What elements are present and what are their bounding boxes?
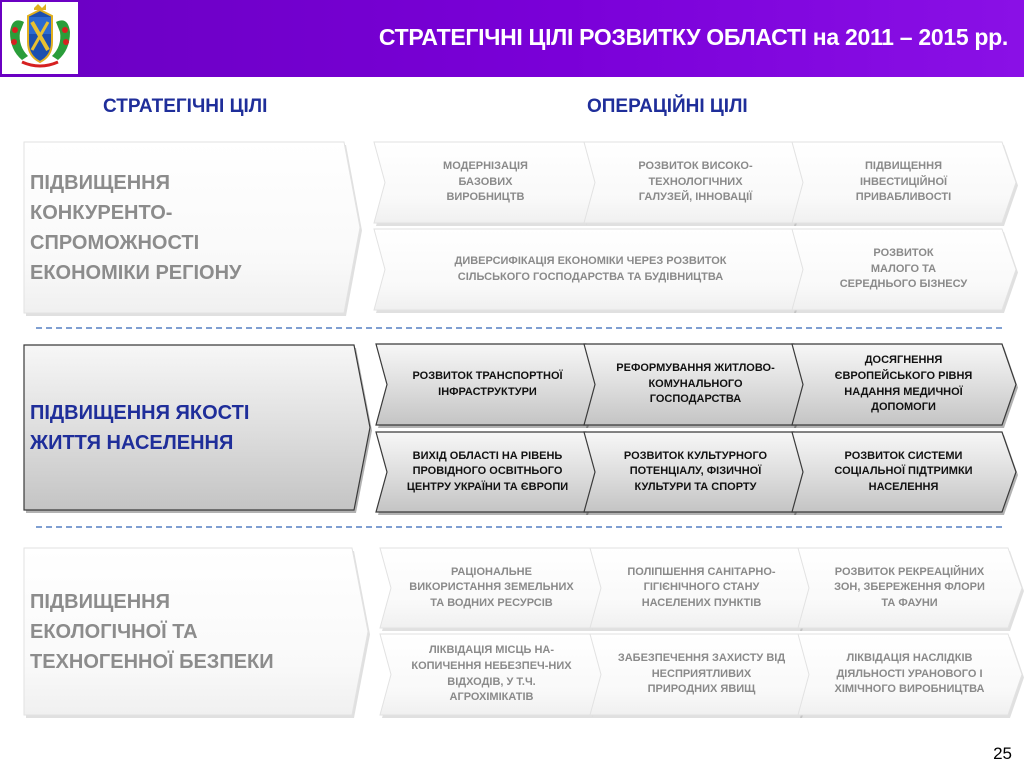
- header-bar: [0, 0, 1024, 77]
- slide-title: СТРАТЕГІЧНІ ЦІЛІ РОЗВИТКУ ОБЛАСТІ на 2011 – 2015 рр.: [378, 24, 1008, 50]
- operational-goal-2-3: [792, 344, 1016, 425]
- operational-goal-1-5: [792, 229, 1016, 310]
- operational-goal-label: РОЗВИТОК КУЛЬТУРНОГО ПОТЕНЦІАЛУ, ФІЗИЧНОЇ КУЛЬТУРИ ТА СПОРТУ: [623, 449, 768, 493]
- operational-goal-label: РЕФОРМУВАННЯ ЖИТЛОВО- КОМУНАЛЬНОГО ГОСПОДАРСТВА: [616, 362, 775, 406]
- divider-line: [36, 327, 1002, 329]
- operational-goal-3-4: [380, 634, 604, 715]
- operational-goal-label: ЛІКВІДАЦІЯ НАСЛІДКІВ ДІЯЛЬНОСТІ УРАНОВОГО І ХІМІЧНОГО ВИРОБНИЦТВА: [834, 652, 985, 696]
- operational-goal-3-2: [590, 548, 814, 628]
- operational-goal-label: ДИВЕРСИФІКАЦІЯ ЕКОНОМІКИ ЧЕРЕЗ РОЗВИТОК СІЛЬСЬКОГО ГОСПОДАРСТВА ТА БУДІВНИЦТВА: [454, 254, 727, 283]
- divider-line: [36, 526, 1002, 528]
- operational-goal-label: ПІДВИЩЕННЯ ІНВЕСТИЦІЙНОЇ ПРИВАБЛИВОСТІ: [855, 160, 952, 204]
- operational-goal-2-5: [584, 432, 808, 512]
- operational-goal-label: ДОСЯГНЕННЯ ЄВРОПЕЙСЬКОГО РІВНЯ НАДАННЯ МЕДИЧНОЇ ДОПОМОГИ: [834, 354, 973, 414]
- operational-goal-3-1: [380, 548, 604, 628]
- operational-goal-2-4: [376, 432, 600, 512]
- strategic-goals-heading: СТРАТЕГІЧНІ ЦІЛІ: [103, 96, 268, 117]
- operational-goal-label: ВИХІД ОБЛАСТІ НА РІВЕНЬ ПРОВІДНОГО ОСВІТНЬОГО ЦЕНТРУ УКРАЇНИ ТА ЄВРОПИ: [406, 449, 569, 493]
- coat-of-arms-icon: [2, 2, 78, 74]
- operational-goal-label: МОДЕРНІЗАЦІЯ БАЗОВИХ ВИРОБНИЦТВ: [443, 160, 528, 204]
- operational-goal-label: РАЦІОНАЛЬНЕ ВИКОРИСТАННЯ ЗЕМЕЛЬНИХ ТА ВОДНИХ РЕСУРСІВ: [409, 565, 574, 609]
- operational-goal-2-2: [584, 344, 808, 425]
- operational-goal-2-6: [792, 432, 1016, 512]
- operational-goal-1-1: [374, 142, 598, 223]
- operational-goal-label: ЗАБЕЗПЕЧЕННЯ ЗАХИСТУ ВІД НЕСПРИЯТЛИВИХ ПРИРОДНИХ ЯВИЩ: [617, 652, 786, 696]
- operational-goal-3-5: [590, 634, 814, 715]
- operational-goal-label: РОЗВИТОК ТРАНСПОРТНОЇ ІНФРАСТРУКТУРИ: [412, 369, 563, 398]
- operational-goal-3-3: [798, 548, 1022, 628]
- strategic-goal-2: [24, 345, 370, 510]
- operational-goal-1-2: [584, 142, 808, 223]
- strategic-goal-label: ПІДВИЩЕННЯ КОНКУРЕНТО- СПРОМОЖНОСТІ ЕКОНОМІКИ РЕГІОНУ: [30, 171, 242, 284]
- strategic-goal-3: [24, 548, 368, 715]
- operational-goal-label: ПОЛІПШЕННЯ САНІТАРНО- ГІГІЄНІЧНОГО СТАНУ НАСЕЛЕНИХ ПУНКТІВ: [627, 565, 776, 609]
- strategic-goal-1: [24, 142, 360, 313]
- operational-goal-3-6: [798, 634, 1022, 715]
- operational-goal-1-3: [792, 142, 1016, 223]
- operational-goal-1-4: [374, 229, 808, 310]
- operational-goal-2-1: [376, 344, 600, 425]
- operational-goals-heading: ОПЕРАЦІЙНІ ЦІЛІ: [587, 96, 748, 117]
- strategic-goal-label: ПІДВИЩЕННЯ ЕКОЛОГІЧНОЇ ТА ТЕХНОГЕННОЇ БЕЗПЕКИ: [30, 590, 274, 673]
- operational-goal-label: ЛІКВІДАЦІЯ МІСЦЬ НА- КОПИЧЕННЯ НЕБЕЗПЕЧ-НИХ ВІДХОДІВ, У Т.Ч. АГРОХІМІКАТІВ: [411, 644, 572, 704]
- operational-goal-label: РОЗВИТОК СИСТЕМИ СОЦІАЛЬНОЇ ПІДТРИМКИ НАСЕЛЕННЯ: [834, 449, 973, 493]
- operational-goal-label: РОЗВИТОК ВИСОКО- ТЕХНОЛОГІЧНИХ ГАЛУЗЕЙ, ІННОВАЦІЇ: [638, 160, 753, 204]
- page-number: 25: [993, 744, 1012, 763]
- operational-goal-label: РОЗВИТОК МАЛОГО ТА СЕРЕДНЬОГО БІЗНЕСУ: [839, 247, 968, 291]
- strategic-goal-label: ПІДВИЩЕННЯ ЯКОСТІ ЖИТТЯ НАСЕЛЕННЯ: [30, 401, 250, 454]
- operational-goal-label: РОЗВИТОК РЕКРЕАЦІЙНИХ ЗОН, ЗБЕРЕЖЕННЯ ФЛОРИ ТА ФАУНИ: [834, 565, 985, 609]
